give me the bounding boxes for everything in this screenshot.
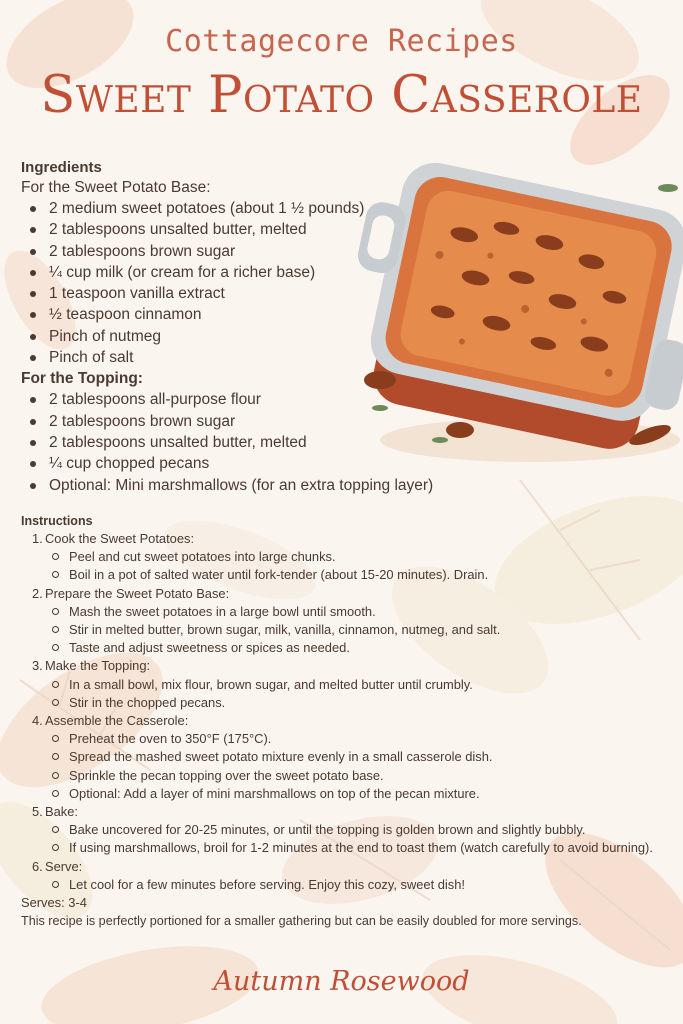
step-number: 1. <box>32 531 43 546</box>
list-item: 2 tablespoons brown sugar <box>49 241 481 262</box>
step <box>21 858 671 876</box>
base-subheading: For the Sweet Potato Base: <box>21 179 211 196</box>
list-item: Sprinkle the pecan topping over the sweet potato base. <box>69 767 671 785</box>
topping-subheading: For the Topping: <box>21 370 143 388</box>
step-title: Make the Topping: <box>45 658 151 674</box>
step-number: 2. <box>32 585 43 601</box>
step <box>21 803 671 821</box>
step-number: 3. <box>32 658 43 674</box>
serves-text: Serves: 3-4 <box>21 895 87 911</box>
step-title: Assemble the Casserole: <box>45 713 189 729</box>
list-item: Spread the mashed sweet potato mixture evenly in a small casserole dish. <box>69 748 671 766</box>
list-item: Stir in the chopped pecans. <box>69 694 671 712</box>
list-item: Preheat the oven to 350°F (175°C). <box>69 730 671 748</box>
step <box>21 585 671 603</box>
step-bullets <box>21 676 671 712</box>
instructions-heading: Instructions <box>21 514 93 528</box>
topping-ingredient-list <box>21 389 481 495</box>
list-item: 2 tablespoons all-purpose flour <box>49 389 481 410</box>
step <box>21 657 671 675</box>
step-bullets <box>21 730 671 803</box>
list-item: Boil in a pot of salted water until fork-tender (about 15-20 minutes). Drain. <box>69 566 671 584</box>
list-item: 1 teaspoon vanilla extract <box>49 283 481 304</box>
list-item: Bake uncovered for 20-25 minutes, or until the topping is golden brown and slightly bubbly. <box>69 821 671 839</box>
step-title: Serve: <box>45 858 83 874</box>
ingredients-heading: Ingredients <box>21 159 102 176</box>
page-subtitle: Cottagecore Recipes <box>165 24 518 59</box>
step-number: 5. <box>32 804 43 820</box>
instructions-section <box>21 513 671 930</box>
list-item: Optional: Add a layer of mini marshmallows on top of the pecan mixture. <box>69 785 671 803</box>
list-item: Let cool for a few minutes before serving. Enjoy this cozy, sweet dish! <box>69 876 671 894</box>
base-ingredient-list <box>21 198 481 368</box>
list-item: 2 tablespoons unsalted butter, melted <box>49 432 481 453</box>
list-item: If using marshmallows, broil for 1-2 minutes at the end to toast them (watch carefully to avoid burning). <box>69 839 671 857</box>
page-title: Sweet Potato Casserole <box>40 66 643 125</box>
author-signature: Autumn Rosewood <box>213 966 470 997</box>
step-bullets <box>21 548 671 584</box>
step-title: Bake: <box>45 804 78 820</box>
step <box>21 530 671 548</box>
list-item: 2 tablespoons brown sugar <box>49 411 481 432</box>
list-item: Mash the sweet potatoes in a large bowl until smooth. <box>69 603 671 621</box>
step-title: Prepare the Sweet Potato Base: <box>45 585 230 601</box>
step-bullets <box>21 821 671 857</box>
list-item: Optional: Mini marshmallows (for an extra topping layer) <box>49 475 481 496</box>
list-item: Peel and cut sweet potatoes into large chunks. <box>69 548 671 566</box>
list-item: ¼ cup milk (or cream for a richer base) <box>49 262 481 283</box>
step-bullets <box>21 876 671 894</box>
list-item: Taste and adjust sweetness or spices as needed. <box>69 639 671 657</box>
list-item: ½ teaspoon cinnamon <box>49 304 481 325</box>
list-item: Stir in melted butter, brown sugar, milk, vanilla, cinnamon, nutmeg, and salt. <box>69 621 671 639</box>
step-bullets <box>21 603 671 658</box>
ingredients-section <box>21 158 481 496</box>
serving-note: This recipe is perfectly portioned for a smaller gathering but can be easily doubled for more servings. <box>21 914 582 929</box>
step-title: Cook the Sweet Potatoes: <box>45 531 195 546</box>
step-number: 4. <box>32 713 43 729</box>
list-item: 2 tablespoons unsalted butter, melted <box>49 219 481 240</box>
list-item: Pinch of salt <box>49 347 481 368</box>
step-number: 6. <box>32 858 43 874</box>
list-item: ¼ cup chopped pecans <box>49 453 481 474</box>
list-item: In a small bowl, mix flour, brown sugar, and melted butter until crumbly. <box>69 676 671 694</box>
step <box>21 712 671 730</box>
list-item: 2 medium sweet potatoes (about 1 ½ pounds) <box>49 198 481 219</box>
list-item: Pinch of nutmeg <box>49 326 481 347</box>
